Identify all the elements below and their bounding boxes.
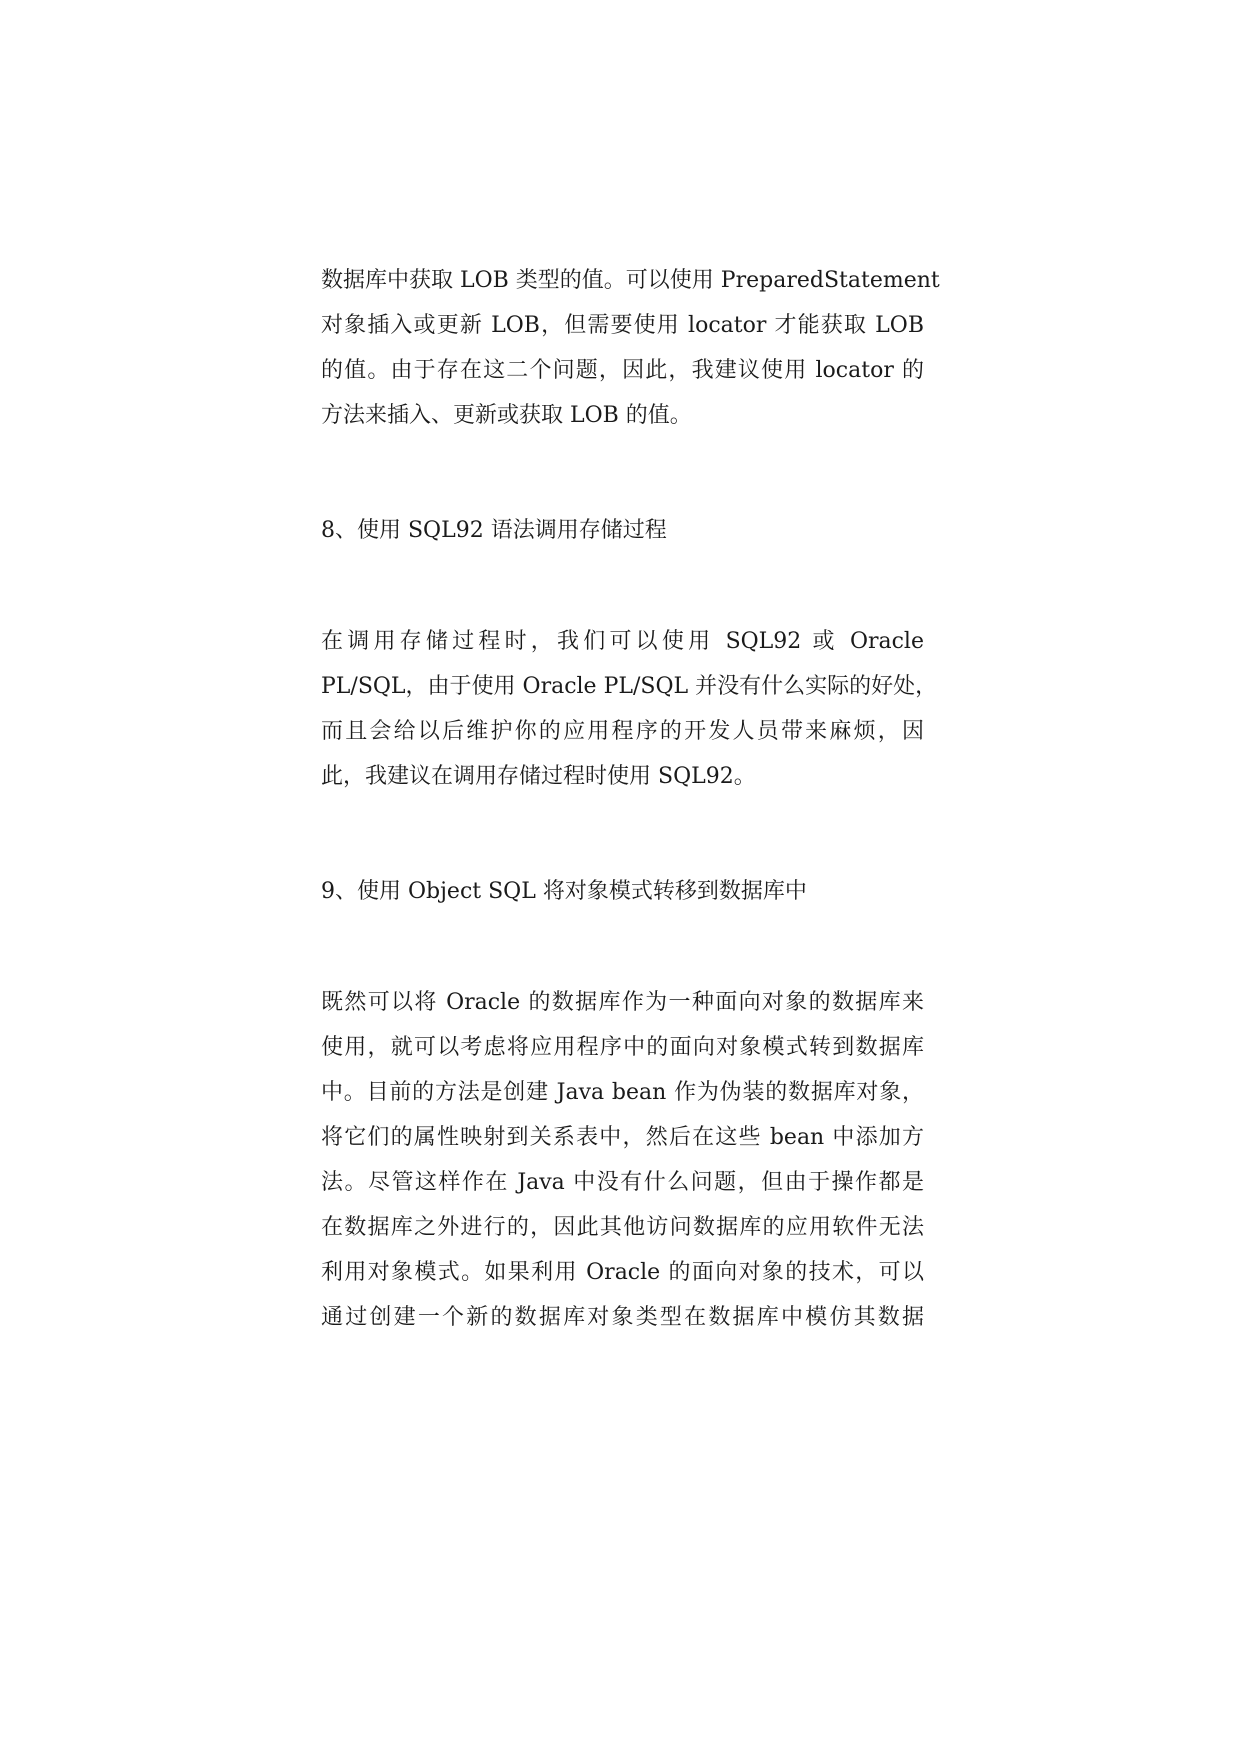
document-body: [321, 258, 940, 1340]
paragraph-object-sql: [321, 980, 924, 1340]
paragraph-line: 将它们的属性映射到关系表中，然后在这些 bean 中添加方: [321, 1125, 924, 1150]
spacer: [321, 914, 924, 980]
paragraph-line: 既然可以将 Oracle 的数据库作为一种面向对象的数据库来: [321, 990, 924, 1015]
paragraph-line: 数据库中获取 LOB 类型的值。可以使用 PreparedStatement: [321, 268, 940, 293]
paragraph-line: 使用，就可以考虑将应用程序中的面向对象模式转到数据库: [321, 1035, 924, 1060]
paragraph-line: 方法来插入、更新或获取 LOB 的值。: [321, 403, 692, 428]
paragraph-line: PL/SQL，由于使用 Oracle PL/SQL 并没有什么实际的好处，: [321, 674, 938, 699]
spacer: [321, 553, 924, 619]
paragraph-line: 此，我建议在调用存储过程时使用 SQL92。: [321, 764, 756, 789]
paragraph-sql92: [321, 619, 938, 799]
paragraph-line: 在数据库之外进行的，因此其他访问数据库的应用软件无法: [321, 1215, 924, 1240]
paragraph-line: 利用对象模式。如果利用 Oracle 的面向对象的技术，可以: [321, 1260, 924, 1285]
paragraph-line: 的值。由于存在这二个问题，因此，我建议使用 locator 的: [321, 358, 924, 383]
paragraph-line: 在调用存储过程时，我们可以使用 SQL92 或 Oracle: [321, 629, 924, 654]
section-heading-8: 8、使用 SQL92 语法调用存储过程: [321, 518, 667, 543]
paragraph-line: 而且会给以后维护你的应用程序的开发人员带来麻烦，因: [321, 719, 924, 744]
paragraph-line: 中。目前的方法是创建 Java bean 作为伪装的数据库对象，: [321, 1080, 924, 1105]
paragraph-lob: [321, 258, 940, 438]
section-heading-9: 9、使用 Object SQL 将对象模式转移到数据库中: [321, 879, 807, 904]
paragraph-line: 对象插入或更新 LOB，但需要使用 locator 才能获取 LOB: [321, 313, 924, 338]
paragraph-line: 通过创建一个新的数据库对象类型在数据库中模仿其数据: [321, 1305, 924, 1330]
spacer: [321, 438, 924, 508]
paragraph-line: 法。尽管这样作在 Java 中没有什么问题，但由于操作都是: [321, 1170, 924, 1195]
spacer: [321, 799, 924, 869]
